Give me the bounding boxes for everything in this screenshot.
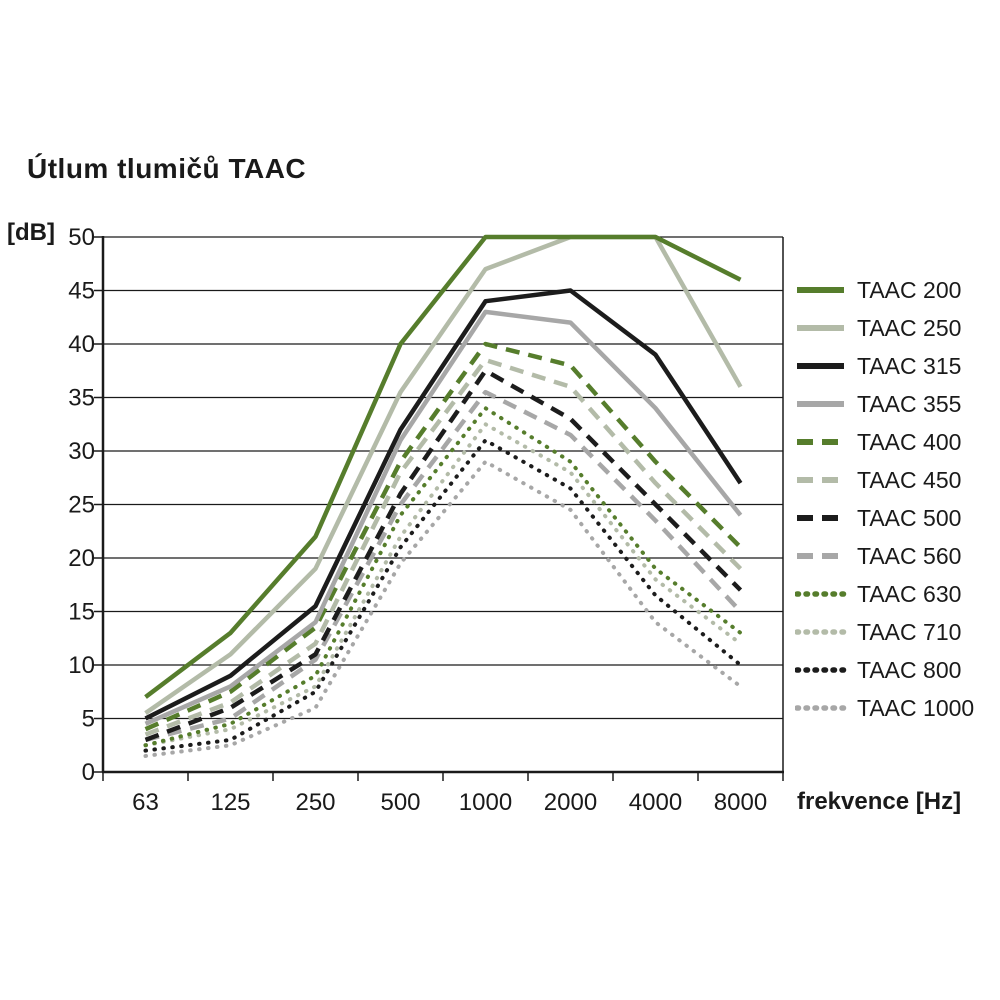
legend-dashed-line-icon (795, 551, 847, 561)
xtick-label-500: 500 (380, 789, 421, 816)
legend-item-taac-560 (795, 537, 974, 575)
ytick-label-15: 15 (68, 598, 95, 626)
legend (795, 271, 974, 727)
xtick-label-250: 250 (295, 789, 336, 816)
legend-label: TAAC 500 (857, 504, 962, 531)
ytick-label-30: 30 (68, 438, 95, 465)
series-line-taac-250 (146, 237, 741, 713)
legend-label: TAAC 450 (857, 466, 962, 493)
legend-label: TAAC 355 (857, 390, 962, 417)
ytick-label-40: 40 (68, 331, 95, 358)
legend-item-taac-630 (795, 575, 974, 613)
xtick-label-4000: 4000 (628, 789, 683, 816)
legend-item-taac-355 (795, 385, 974, 423)
legend-item-taac-450 (795, 461, 974, 499)
legend-label: TAAC 800 (857, 656, 962, 683)
legend-item-taac-800 (795, 651, 974, 689)
legend-dashed-line-icon (795, 475, 847, 485)
xtick-label-63: 63 (132, 789, 159, 816)
legend-item-taac-250 (795, 309, 974, 347)
legend-label: TAAC 315 (857, 352, 962, 379)
legend-label: TAAC 200 (857, 276, 962, 303)
chart-title: Útlum tlumičů TAAC (27, 153, 307, 184)
xtick-label-8000: 8000 (713, 789, 768, 816)
legend-label: TAAC 710 (857, 618, 962, 645)
ytick-label-50: 50 (68, 224, 95, 251)
legend-item-taac-1000 (795, 689, 974, 727)
legend-label: TAAC 560 (857, 542, 962, 569)
ytick-label-35: 35 (68, 384, 95, 412)
series-line-taac-1000 (146, 462, 741, 756)
legend-item-taac-500 (795, 499, 974, 537)
ytick-label-0: 0 (81, 759, 95, 786)
ytick-label-25: 25 (68, 491, 95, 519)
xtick-label-2000: 2000 (543, 789, 598, 816)
xtick-label-125: 125 (210, 789, 251, 816)
legend-solid-line-icon (795, 361, 847, 371)
legend-dotted-line-icon (795, 703, 847, 713)
legend-label: TAAC 250 (857, 314, 962, 341)
legend-label: TAAC 1000 (857, 694, 975, 721)
xtick-label-1000: 1000 (458, 789, 513, 816)
legend-item-taac-400 (795, 423, 974, 461)
legend-solid-line-icon (795, 399, 847, 409)
ytick-label-5: 5 (81, 705, 95, 733)
y-axis-unit-label: [dB] (7, 219, 55, 246)
ytick-label-10: 10 (68, 652, 95, 679)
x-axis-label: frekvence [Hz] (797, 788, 962, 815)
legend-dotted-line-icon (795, 665, 847, 675)
legend-dashed-line-icon (795, 513, 847, 523)
legend-dotted-line-icon (795, 627, 847, 637)
legend-dotted-line-icon (795, 589, 847, 599)
legend-item-taac-710 (795, 613, 974, 651)
legend-solid-line-icon (795, 323, 847, 333)
legend-item-taac-315 (795, 347, 974, 385)
legend-dashed-line-icon (795, 437, 847, 447)
ytick-label-20: 20 (68, 545, 95, 572)
ytick-label-45: 45 (68, 277, 95, 305)
legend-label: TAAC 630 (857, 580, 962, 607)
legend-solid-line-icon (795, 285, 847, 295)
legend-label: TAAC 400 (857, 428, 962, 455)
series-line-taac-450 (146, 360, 741, 735)
series-line-taac-200 (146, 237, 741, 697)
legend-item-taac-200 (795, 271, 974, 309)
